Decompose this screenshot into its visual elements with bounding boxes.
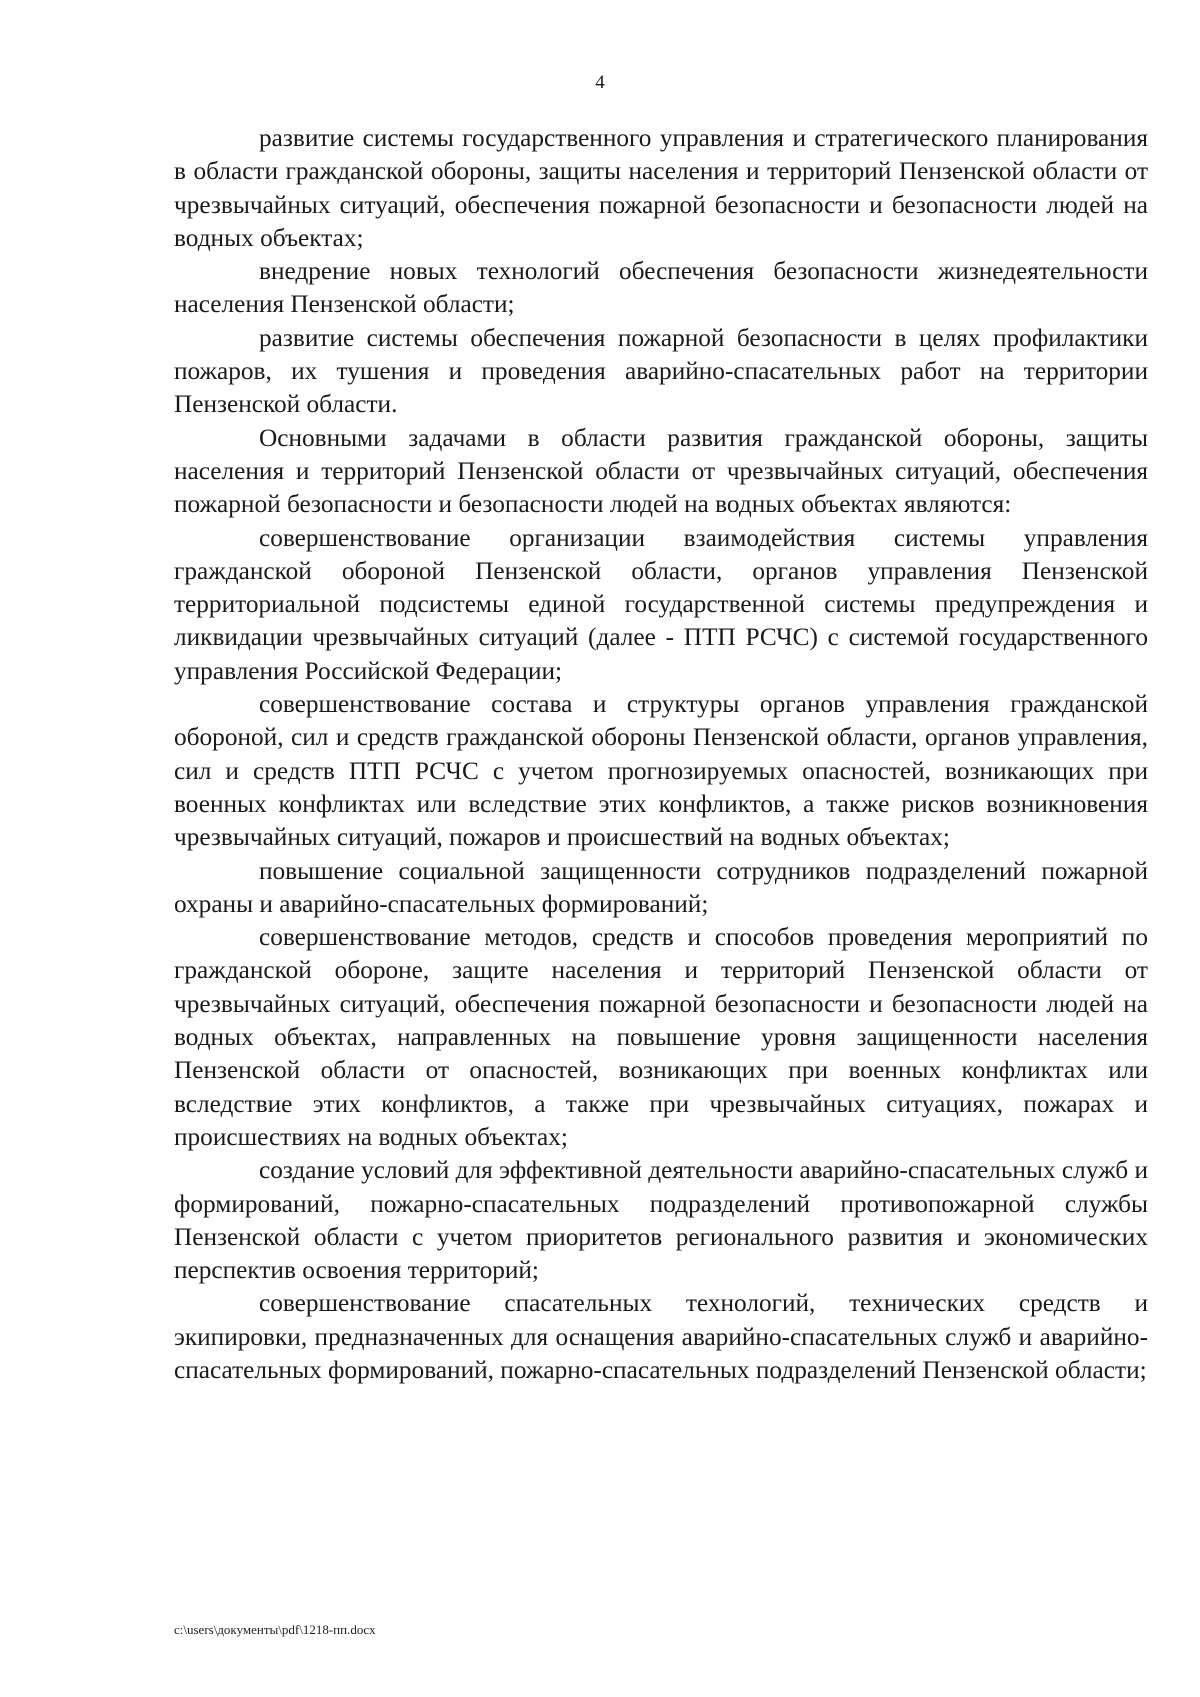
footer-file-path: c:\users\документы\pdf\1218-пп.docx xyxy=(174,1622,376,1637)
paragraph: совершенствование организации взаимодействия системы управления гражданской обороной Пензенской области, органов управления Пензенской территориальной подсистемы единой государственной системы предупреждения и ликвидации чрезвычайных ситуаций (далее - ПТП РСЧС) с системой государственного управления Российской Федерации; xyxy=(174,523,1148,685)
page-number: 4 xyxy=(595,72,605,93)
paragraph: развитие системы государственного управления и стратегического планирования в области гражданской обороны, защиты населения и территорий Пензенской области от чрезвычайных ситуаций, обеспечения пожарной безопасности и безопасности людей на водных объектах; xyxy=(174,124,1148,252)
paragraph: совершенствование состава и структуры органов управления гражданской обороной, сил и средств гражданской обороны Пензенской области, органов управления, сил и средств ПТП РСЧС с учетом прогнозируемых опасностей, возникающих при военных конфликтах или вследствие этих конфликтов, а также рисков возникновения чрезвычайных ситуаций, пожаров и происшествий на водных объектах; xyxy=(174,690,1148,852)
paragraph: совершенствование спасательных технологий, технических средств и экипировки, предназначенных для оснащения аварийно-спасательных служб и аварийно-спасательных формирований, пожарно-спасательных подразделений Пензенской области; xyxy=(174,1289,1148,1384)
document-body xyxy=(174,122,1148,1387)
paragraph: внедрение новых технологий обеспечения безопасности жизнедеятельности населения Пензенской области; xyxy=(174,257,1148,319)
paragraph: Основными задачами в области развития гражданской обороны, защиты населения и территорий Пензенской области от чрезвычайных ситуаций, обеспечения пожарной безопасности и безопасности людей на водных объектах являются: xyxy=(174,423,1148,519)
paragraph: создание условий для эффективной деятельности аварийно-спасательных служб и формирований, пожарно-спасательных подразделений противопожарной службы Пензенской области с учетом приоритетов регионального развития и экономических перспектив освоения территорий; xyxy=(174,1156,1148,1285)
paragraph: повышение социальной защищенности сотрудников подразделений пожарной охраны и аварийно-спасательных формирований; xyxy=(174,856,1148,918)
paragraph: развитие системы обеспечения пожарной безопасности в целях профилактики пожаров, их тушения и проведения аварийно-спасательных работ на территории Пензенской области. xyxy=(174,323,1148,419)
paragraph: совершенствование методов, средств и способов проведения мероприятий по гражданской обороне, защите населения и территорий Пензенской области от чрезвычайных ситуаций, обеспечения пожарной безопасности и безопасности людей на водных объектах, направленных на повышение уровня защищенности населения Пензенской области от опасностей, возникающих при военных конфликтах или вследствие этих конфликтов, а также при чрезвычайных ситуациях, пожарах и происшествиях на водных объектах; xyxy=(174,923,1148,1151)
